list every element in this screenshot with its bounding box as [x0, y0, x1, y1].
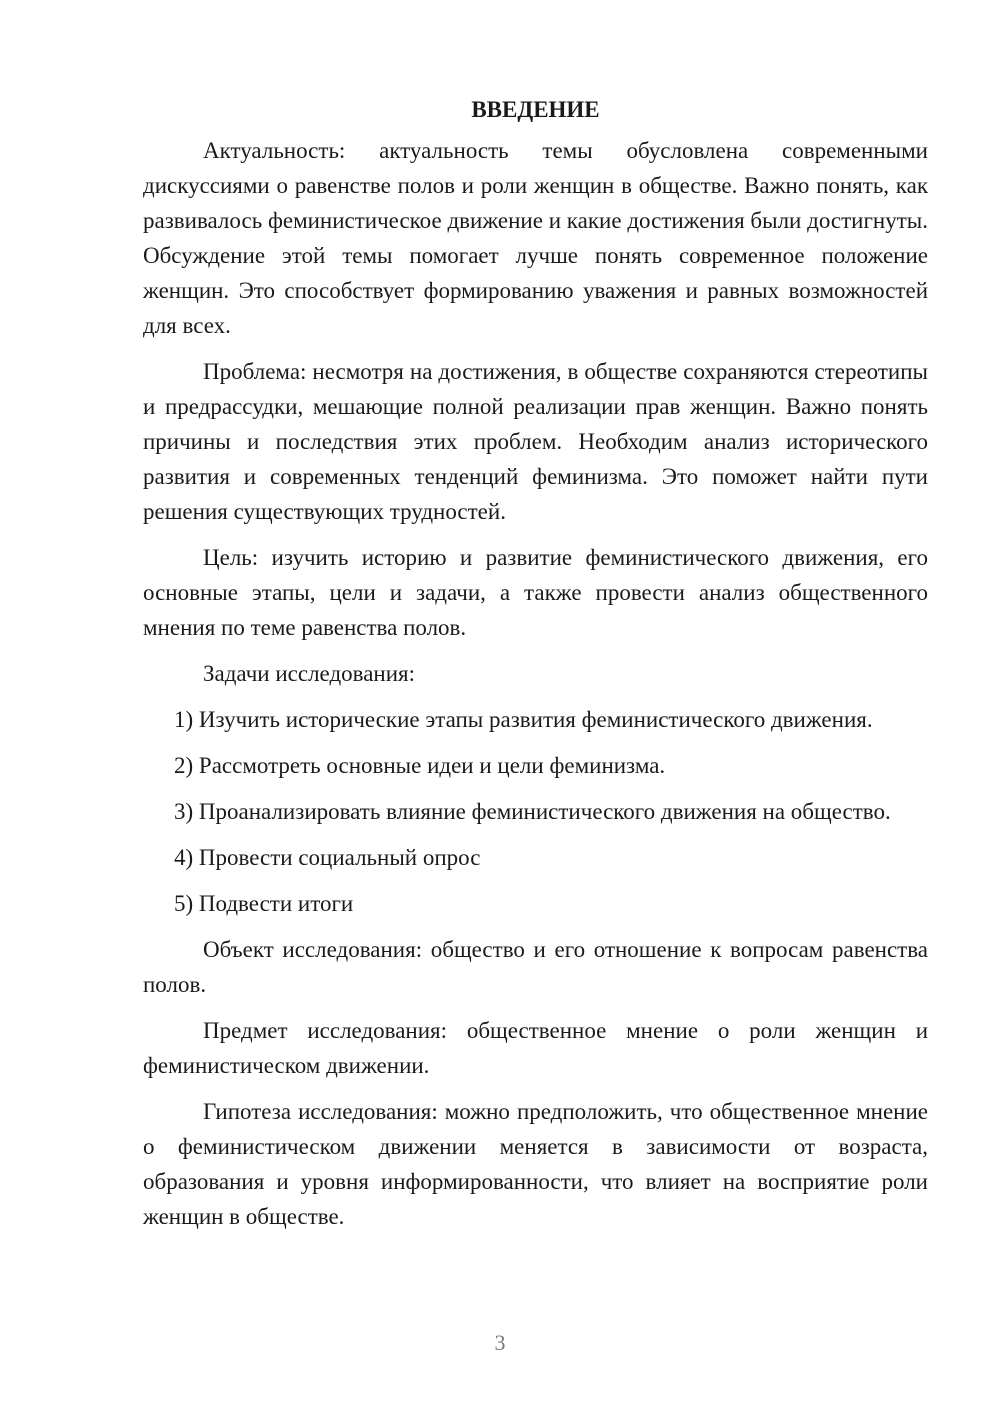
page-number: 3	[494, 1330, 506, 1355]
paragraph-object: Объект исследования: общество и его отношение к вопросам равенства полов.	[143, 937, 928, 997]
task-item-1: 1) Изучить исторические этапы развития феминистического движения.	[174, 707, 873, 732]
paragraph-goal: Цель: изучить историю и развитие феминистического движения, его основные этапы, цели и задачи, а также провести анализ общественного мнения по теме равенства полов.	[143, 545, 928, 640]
task-item-4: 4) Провести социальный опрос	[174, 845, 481, 870]
task-item-3: 3) Проанализировать влияние феминистического движения на общество.	[174, 799, 891, 824]
task-item-5: 5) Подвести итоги	[174, 891, 354, 916]
page-title: ВВЕДЕНИЕ	[471, 97, 600, 122]
paragraph-subject: Предмет исследования: общественное мнение о роли женщин и феминистическом движении.	[143, 1018, 928, 1078]
paragraph-hypothesis: Гипотеза исследования: можно предположить, что общественное мнение о феминистическом движении меняется в зависимости от возраста, образования и уровня информированности, что влияет на восприятие роли женщин в обществе.	[143, 1099, 928, 1229]
task-item-2: 2) Рассмотреть основные идеи и цели феминизма.	[174, 753, 666, 778]
page-content	[143, 92, 928, 1245]
paragraph-problem: Проблема: несмотря на достижения, в обществе сохраняются стереотипы и предрассудки, мешающие полной реализации прав женщин. Важно понять причины и последствия этих проблем. Необходим анализ исторического развития и современных тенденций феминизма. Это поможет найти пути решения существующих трудностей.	[143, 359, 928, 524]
paragraph-relevance: Актуальность: актуальность темы обусловлена современными дискуссиями о равенстве полов и роли женщин в обществе. Важно понять, как развивалось феминистическое движение и какие достижения были достигнуты. Обсуждение этой темы помогает лучше понять современное положение женщин. Это способствует формированию уважения и равных возможностей для всех.	[143, 138, 928, 338]
tasks-heading: Задачи исследования:	[203, 661, 416, 686]
